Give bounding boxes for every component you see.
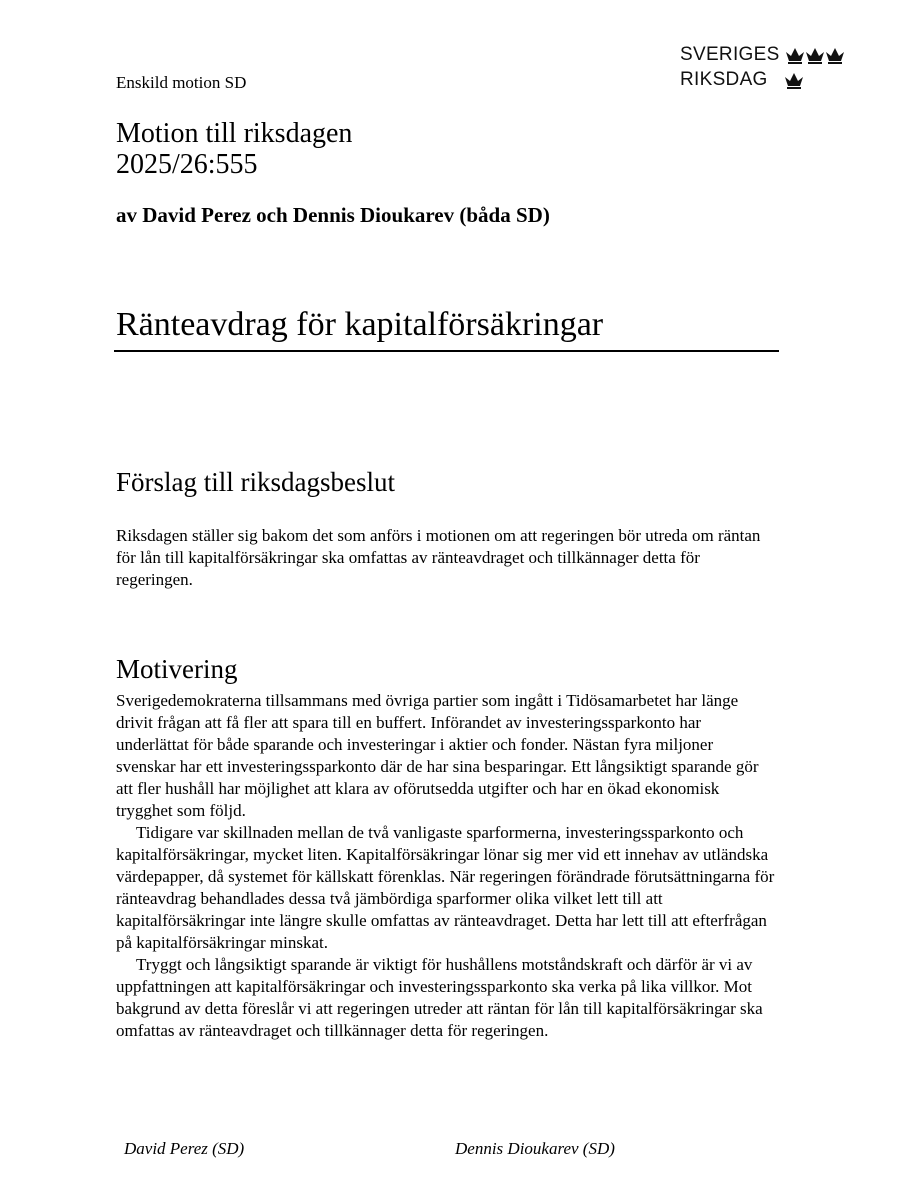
motion-title-line1: Motion till riksdagen [116, 118, 353, 149]
motivation-paragraph: Sverigedemokraterna tillsammans med övriga partier som ingått i Tidösamarbetet har länge drivit frågan att få fler att spara till en buffert. Införandet av investeringssparkonto har underlättat för både sparande och investeringar i aktier och fonder. Nästan fyra miljoner svenskar har ett investeringssparkonto där de har sina besparingar. Ett långsiktigt sparande gör att fler hushåll har möjlighet att klara av oförutsedda utgifter och har en ökad ekonomisk trygghet som följd. [116, 691, 759, 820]
motivation-paragraph: Tryggt och långsiktigt sparande är viktigt för hushållens motståndskraft och därför är vi av uppfattningen att kapitalförsäkringar och investeringssparkonto ska verka på lika villkor. Mot bakgrund av detta föreslår vi att regeringen utreder att räntan för lån till kapitalförsäkringar ska omfattas av ränteavdraget och tillkännager detta för regeringen. [116, 955, 763, 1040]
logo-text-line2: RIKSDAG [680, 69, 768, 90]
signature-david-perez: David Perez (SD) [124, 1139, 245, 1158]
crown-icon [779, 70, 809, 90]
riksdag-logo [680, 42, 845, 92]
title-divider [114, 350, 779, 352]
motivation-body [116, 690, 776, 1042]
proposal-text: Riksdagen ställer sig bakom det som anförs i motionen om att regeringen bör utreda om räntan för lån till kapitalförsäkringar ska omfattas av ränteavdraget och tillkännager detta för regeringen. [116, 526, 761, 589]
signature-dennis-dioukarev: Dennis Dioukarev (SD) [455, 1139, 615, 1158]
logo-text-line1: SVERIGES [680, 44, 780, 65]
motivation-heading: Motivering [116, 654, 238, 684]
motion-authors: av David Perez och Dennis Dioukarev (båda SD) [116, 203, 550, 227]
motion-number: 2025/26:555 [116, 149, 258, 180]
motion-title [116, 118, 352, 180]
motion-subject-heading: Ränteavdrag för kapitalförsäkringar [116, 306, 604, 343]
proposal-heading: Förslag till riksdagsbeslut [116, 467, 395, 497]
document-type-label: Enskild motion SD [116, 73, 247, 92]
motivation-paragraph: Tidigare var skillnaden mellan de två vanligaste sparformerna, investeringssparkonto och kapitalförsäkringar, mycket liten. Kapitalförsäkringar lönar sig mer vid ett innehav av utländska värdepapper, då systemet för källskatt förenklas. När regeringen förändrade förutsättningarna för ränteavdrag behandlades dessa två jämbördiga sparformer olika vilket lett till att kapitalförsäkringar inte längre skulle omfattas av ränteavdraget. Detta har lett till att efterfrågan på kapitalförsäkringar minskat. [116, 823, 775, 952]
crown-icon [785, 45, 845, 65]
